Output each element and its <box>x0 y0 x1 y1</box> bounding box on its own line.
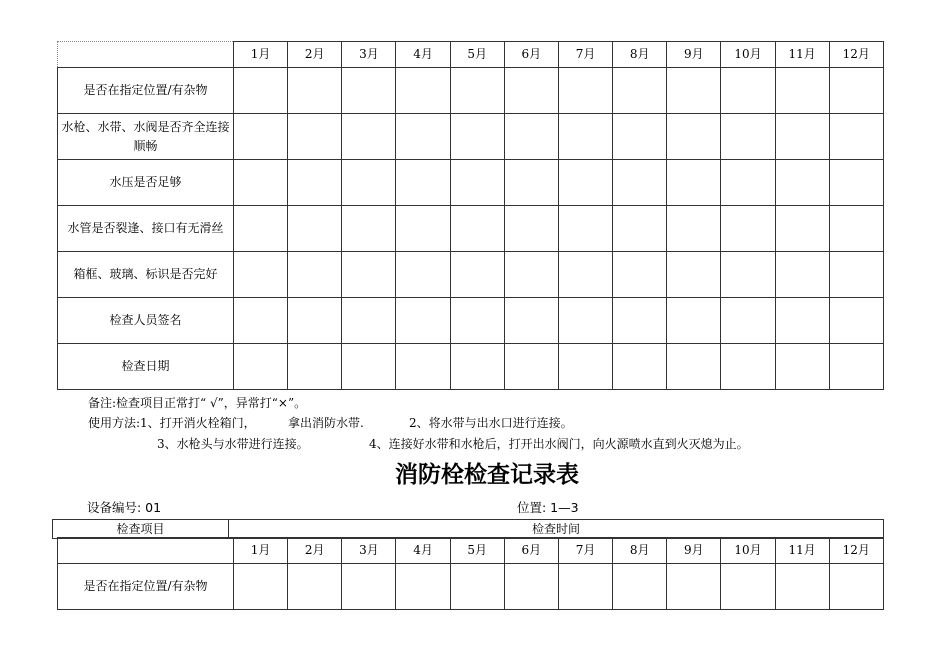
month-header-12: 12月 <box>829 538 883 564</box>
check-row <box>58 68 884 114</box>
header-corner-cell <box>58 42 234 68</box>
month-header-6: 6月 <box>504 42 558 68</box>
check-cell[interactable] <box>775 252 829 298</box>
check-cell[interactable] <box>396 252 450 298</box>
check-item-label: 是否在指定位置/有杂物 <box>58 564 234 610</box>
check-cell[interactable] <box>396 68 450 114</box>
check-cell[interactable] <box>342 114 396 160</box>
check-cell[interactable] <box>829 206 883 252</box>
check-cell[interactable] <box>234 298 288 344</box>
check-cell[interactable] <box>667 114 721 160</box>
check-row <box>58 206 884 252</box>
check-cell[interactable] <box>288 344 342 390</box>
usage-step-3: 3、水枪头与水带进行连接。 <box>157 437 309 451</box>
check-cell[interactable] <box>775 114 829 160</box>
month-header-4: 4月 <box>396 538 450 564</box>
position-label: 位置: 1—3 <box>517 500 579 515</box>
check-cell[interactable] <box>613 206 667 252</box>
form-title: 消防栓检查记录表 <box>395 462 579 488</box>
month-header-1: 1月 <box>234 42 288 68</box>
check-item-label: 箱框、玻璃、标识是否完好 <box>58 252 234 298</box>
check-cell[interactable] <box>504 344 558 390</box>
month-header-11: 11月 <box>775 538 829 564</box>
month-header-2: 2月 <box>288 538 342 564</box>
check-cell[interactable] <box>504 68 558 114</box>
check-cell[interactable] <box>288 206 342 252</box>
check-cell[interactable] <box>558 252 612 298</box>
check-cell[interactable] <box>450 344 504 390</box>
check-cell[interactable] <box>558 114 612 160</box>
check-cell[interactable] <box>667 564 721 610</box>
header-check-item: 检查项目 <box>53 520 229 539</box>
check-cell[interactable] <box>342 344 396 390</box>
check-cell[interactable] <box>667 298 721 344</box>
check-cell[interactable] <box>504 298 558 344</box>
check-cell[interactable] <box>504 252 558 298</box>
check-cell[interactable] <box>396 298 450 344</box>
check-cell[interactable] <box>829 114 883 160</box>
check-cell[interactable] <box>396 160 450 206</box>
check-cell[interactable] <box>558 344 612 390</box>
check-cell[interactable] <box>558 298 612 344</box>
check-cell[interactable] <box>667 252 721 298</box>
check-cell[interactable] <box>721 298 775 344</box>
check-cell[interactable] <box>775 564 829 610</box>
check-cell[interactable] <box>234 206 288 252</box>
check-cell[interactable] <box>721 344 775 390</box>
check-cell[interactable] <box>396 206 450 252</box>
check-cell[interactable] <box>667 344 721 390</box>
month-header-10: 10月 <box>721 42 775 68</box>
month-header-9: 9月 <box>667 42 721 68</box>
usage-step-1b: 拿出消防水带. <box>288 416 364 430</box>
check-cell[interactable] <box>613 68 667 114</box>
check-cell[interactable] <box>829 68 883 114</box>
check-cell[interactable] <box>721 252 775 298</box>
check-cell[interactable] <box>450 564 504 610</box>
check-cell[interactable] <box>504 114 558 160</box>
check-item-label: 水枪、水带、水阀是否齐全连接顺畅 <box>58 114 234 160</box>
check-cell[interactable] <box>775 344 829 390</box>
check-cell[interactable] <box>342 206 396 252</box>
check-cell[interactable] <box>775 68 829 114</box>
check-cell[interactable] <box>558 160 612 206</box>
check-cell[interactable] <box>234 114 288 160</box>
check-item-label: 水压是否足够 <box>58 160 234 206</box>
month-header-8: 8月 <box>613 42 667 68</box>
check-cell[interactable] <box>288 114 342 160</box>
check-cell[interactable] <box>829 160 883 206</box>
check-row <box>58 160 884 206</box>
check-cell[interactable] <box>504 160 558 206</box>
check-row <box>58 344 884 390</box>
check-cell[interactable] <box>234 344 288 390</box>
check-item-label: 检查日期 <box>58 344 234 390</box>
check-cell[interactable] <box>450 252 504 298</box>
check-item-label: 水管是否裂逢、接口有无滑丝 <box>58 206 234 252</box>
month-header-2: 2月 <box>288 42 342 68</box>
check-cell[interactable] <box>721 206 775 252</box>
check-cell[interactable] <box>558 564 612 610</box>
check-row <box>58 298 884 344</box>
inspection-table-bottom <box>57 537 884 610</box>
remark-note: 备注:检查项目正常打“ √”，异常打“×”。 <box>88 396 307 410</box>
check-cell[interactable] <box>721 114 775 160</box>
month-header-11: 11月 <box>775 42 829 68</box>
month-header-6: 6月 <box>504 538 558 564</box>
check-cell[interactable] <box>829 298 883 344</box>
check-cell[interactable] <box>667 160 721 206</box>
check-cell[interactable] <box>450 160 504 206</box>
check-cell[interactable] <box>234 160 288 206</box>
month-header-3: 3月 <box>342 538 396 564</box>
inspection-table-top <box>57 41 884 390</box>
usage-step-2: 2、将水带与出水口进行连接。 <box>409 416 573 430</box>
check-cell[interactable] <box>721 564 775 610</box>
month-header-7: 7月 <box>558 538 612 564</box>
check-cell[interactable] <box>667 68 721 114</box>
check-cell[interactable] <box>721 68 775 114</box>
month-header-row <box>58 42 884 68</box>
check-cell[interactable] <box>342 252 396 298</box>
check-cell[interactable] <box>829 344 883 390</box>
usage-step-1: 使用方法:1、打开消火栓箱门， <box>88 416 256 430</box>
usage-step-4: 4、连接好水带和水枪后，打开出水阀门，向火源喷水直到火灭熄为止。 <box>369 437 749 451</box>
check-cell[interactable] <box>396 564 450 610</box>
check-cell[interactable] <box>775 298 829 344</box>
check-cell[interactable] <box>288 564 342 610</box>
check-cell[interactable] <box>613 298 667 344</box>
check-cell[interactable] <box>288 252 342 298</box>
check-cell[interactable] <box>613 160 667 206</box>
header-check-time: 检查时间 <box>229 520 884 539</box>
month-header-row <box>58 538 884 564</box>
check-cell[interactable] <box>234 68 288 114</box>
check-cell[interactable] <box>775 206 829 252</box>
device-number: 设备编号: 01 <box>87 500 162 515</box>
check-cell[interactable] <box>558 206 612 252</box>
check-cell[interactable] <box>450 114 504 160</box>
check-cell[interactable] <box>342 68 396 114</box>
check-cell[interactable] <box>450 68 504 114</box>
check-row <box>58 252 884 298</box>
check-cell[interactable] <box>342 160 396 206</box>
check-cell[interactable] <box>775 160 829 206</box>
check-cell[interactable] <box>450 298 504 344</box>
month-header-4: 4月 <box>396 42 450 68</box>
check-cell[interactable] <box>450 206 504 252</box>
check-cell[interactable] <box>396 114 450 160</box>
check-cell[interactable] <box>234 564 288 610</box>
check-row <box>58 564 884 610</box>
check-cell[interactable] <box>829 252 883 298</box>
month-header-5: 5月 <box>450 538 504 564</box>
check-cell[interactable] <box>613 114 667 160</box>
inspection-header-bar <box>52 519 884 539</box>
month-header-9: 9月 <box>667 538 721 564</box>
check-row <box>58 114 884 160</box>
check-cell[interactable] <box>613 564 667 610</box>
month-header-12: 12月 <box>829 42 883 68</box>
check-cell[interactable] <box>558 68 612 114</box>
check-cell[interactable] <box>288 298 342 344</box>
check-cell[interactable] <box>396 344 450 390</box>
month-header-7: 7月 <box>558 42 612 68</box>
month-header-8: 8月 <box>613 538 667 564</box>
check-cell[interactable] <box>504 564 558 610</box>
check-cell[interactable] <box>288 160 342 206</box>
month-header-10: 10月 <box>721 538 775 564</box>
check-cell[interactable] <box>234 252 288 298</box>
header-corner-cell <box>58 538 234 564</box>
check-cell[interactable] <box>504 206 558 252</box>
check-cell[interactable] <box>721 160 775 206</box>
check-cell[interactable] <box>288 68 342 114</box>
check-cell[interactable] <box>342 564 396 610</box>
check-item-label: 是否在指定位置/有杂物 <box>58 68 234 114</box>
month-header-1: 1月 <box>234 538 288 564</box>
check-cell[interactable] <box>342 298 396 344</box>
check-item-label: 检查人员签名 <box>58 298 234 344</box>
check-cell[interactable] <box>613 252 667 298</box>
check-cell[interactable] <box>829 564 883 610</box>
check-cell[interactable] <box>613 344 667 390</box>
month-header-3: 3月 <box>342 42 396 68</box>
check-cell[interactable] <box>667 206 721 252</box>
month-header-5: 5月 <box>450 42 504 68</box>
